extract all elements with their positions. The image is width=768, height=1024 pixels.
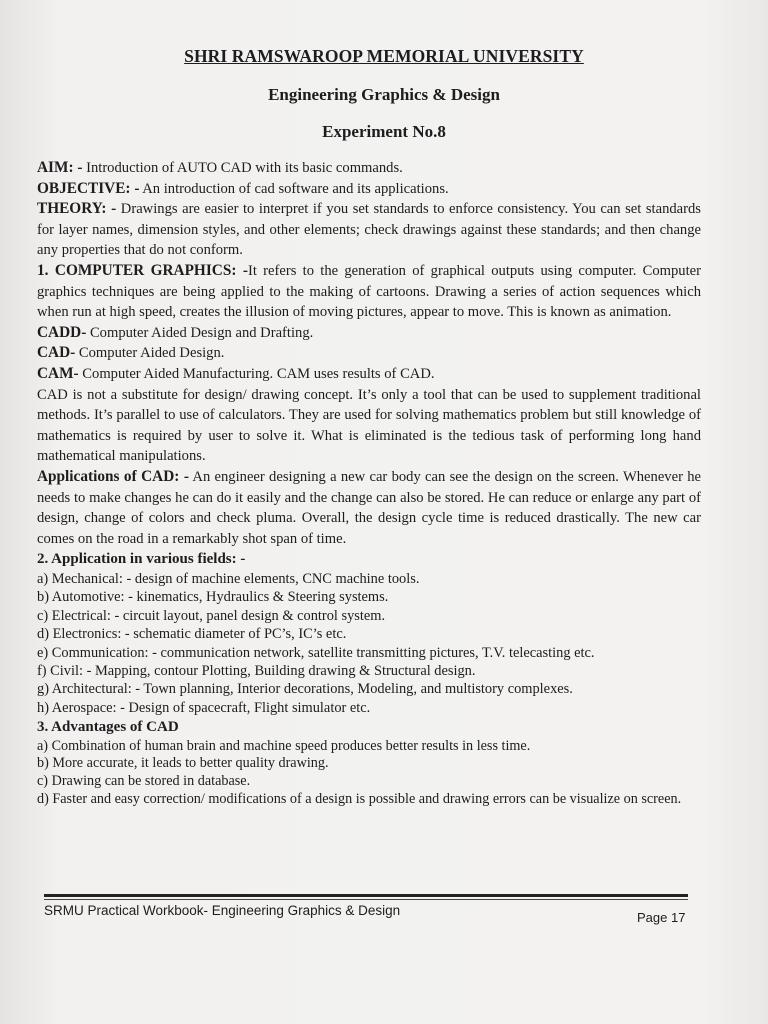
aim-label: AIM: - [37, 159, 83, 176]
fields-item: e) Communication: - communication network, satellite transmitting pictures, T.V. telecasting etc. [37, 644, 595, 661]
applications-label: Applications of CAD: - [37, 467, 189, 485]
cam-line [37, 364, 701, 385]
fields-item: a) Mechanical: - design of machine elements, CNC machine tools. [37, 570, 420, 587]
cad-text: Computer Aided Design. [75, 345, 225, 362]
cam-label: CAM- [37, 364, 79, 382]
theory-label: THEORY: - [37, 200, 117, 218]
objective-line [37, 179, 701, 200]
computer-graphics-label: 1. COMPUTER GRAPHICS: - [37, 261, 248, 279]
advantages-item: d) Faster and easy correction/ modifications of a design is possible and drawing errors can be visualize on screen. [37, 790, 682, 807]
objective-label: OBJECTIVE: - [37, 179, 140, 197]
cad-line [37, 343, 701, 364]
applications-text: An engineer designing a new car body can see the design on the screen. Whenever he needs to make changes he can do it easily and the change can also be stored. He can reduce or enlarge any part of design, change of colors and check pluma. Overall, the design cycle time is reduced drastically. The new car comes on the road in a remarkably shot span of time. [37, 468, 701, 547]
computer-graphics-text: It refers to the generation of graphical outputs using computer. Computer graphics techniques are being applied to the making of cartoons. Drawing a series of action sequences which when run at high speed, creates the illusion of moving pictures, appear to move. This is known as animation. [37, 262, 701, 321]
applications-paragraph [37, 467, 701, 549]
fields-item: h) Aerospace: - Design of spacecraft, Flight simulator etc. [37, 699, 371, 716]
fields-item: c) Electrical: - circuit layout, panel design & control system. [37, 607, 386, 624]
fields-item: f) Civil: - Mapping, contour Plotting, Building drawing & Structural design. [37, 662, 476, 679]
fields-heading: 2. Application in various fields: - [37, 551, 246, 568]
advantages-item: c) Drawing can be stored in database. [37, 773, 251, 790]
cad-label: CAD- [37, 344, 76, 362]
theory-paragraph [37, 199, 701, 261]
university-title: SHRI RAMSWAROOP MEMORIAL UNIVERSITY [184, 46, 584, 66]
cam-text: Computer Aided Manufacturing. CAM uses results of CAD. [78, 365, 435, 382]
course-title: Engineering Graphics & Design [268, 85, 500, 104]
cadd-line [37, 323, 701, 344]
fields-item: g) Architectural: - Town planning, Interior decorations, Modeling, and multistory complexes. [37, 681, 573, 698]
page-number: Page 17 [637, 910, 686, 925]
advantages-item: a) Combination of human brain and machine speed produces better results in less time. [37, 737, 531, 754]
aim-text: Introduction of AUTO CAD with its basic commands. [82, 160, 403, 176]
document-body [37, 158, 701, 809]
cad-paragraph: CAD is not a substitute for design/ drawing concept. It’s only a tool that can be used to supplement traditional methods. It’s parallel to use of calculators. They are used for solving mathematics problem but still knowledge of mathematics is required by user to solve it. What is eliminated is the tedious task of performing long hand mathematical manipulations. [37, 386, 701, 465]
theory-text: Drawings are easier to interpret if you set standards to enforce consistency. You can set standards for layer names, dimension styles, and other elements; check drawings against these standards; and then change any properties that do not conform. [37, 201, 701, 259]
advantages-item: b) More accurate, it leads to better quality drawing. [37, 755, 329, 772]
fields-item: b) Automotive: - kinematics, Hydraulics & Steering systems. [37, 589, 389, 606]
computer-graphics-paragraph [37, 261, 701, 323]
aim-line [37, 158, 701, 179]
objective-text: An introduction of cad software and its applications. [139, 180, 449, 197]
footer-rule-thin [44, 899, 688, 900]
footer-workbook-title: SRMU Practical Workbook- Engineering Graphics & Design [44, 903, 401, 918]
cadd-text: Computer Aided Design and Drafting. [86, 324, 314, 341]
advantages-heading: 3. Advantages of CAD [37, 719, 179, 736]
cadd-label: CADD- [37, 323, 87, 341]
footer-rule [44, 894, 688, 897]
experiment-title: Experiment No.8 [322, 122, 446, 141]
fields-item: d) Electronics: - schematic diameter of PC’s, IC’s etc. [37, 626, 347, 643]
